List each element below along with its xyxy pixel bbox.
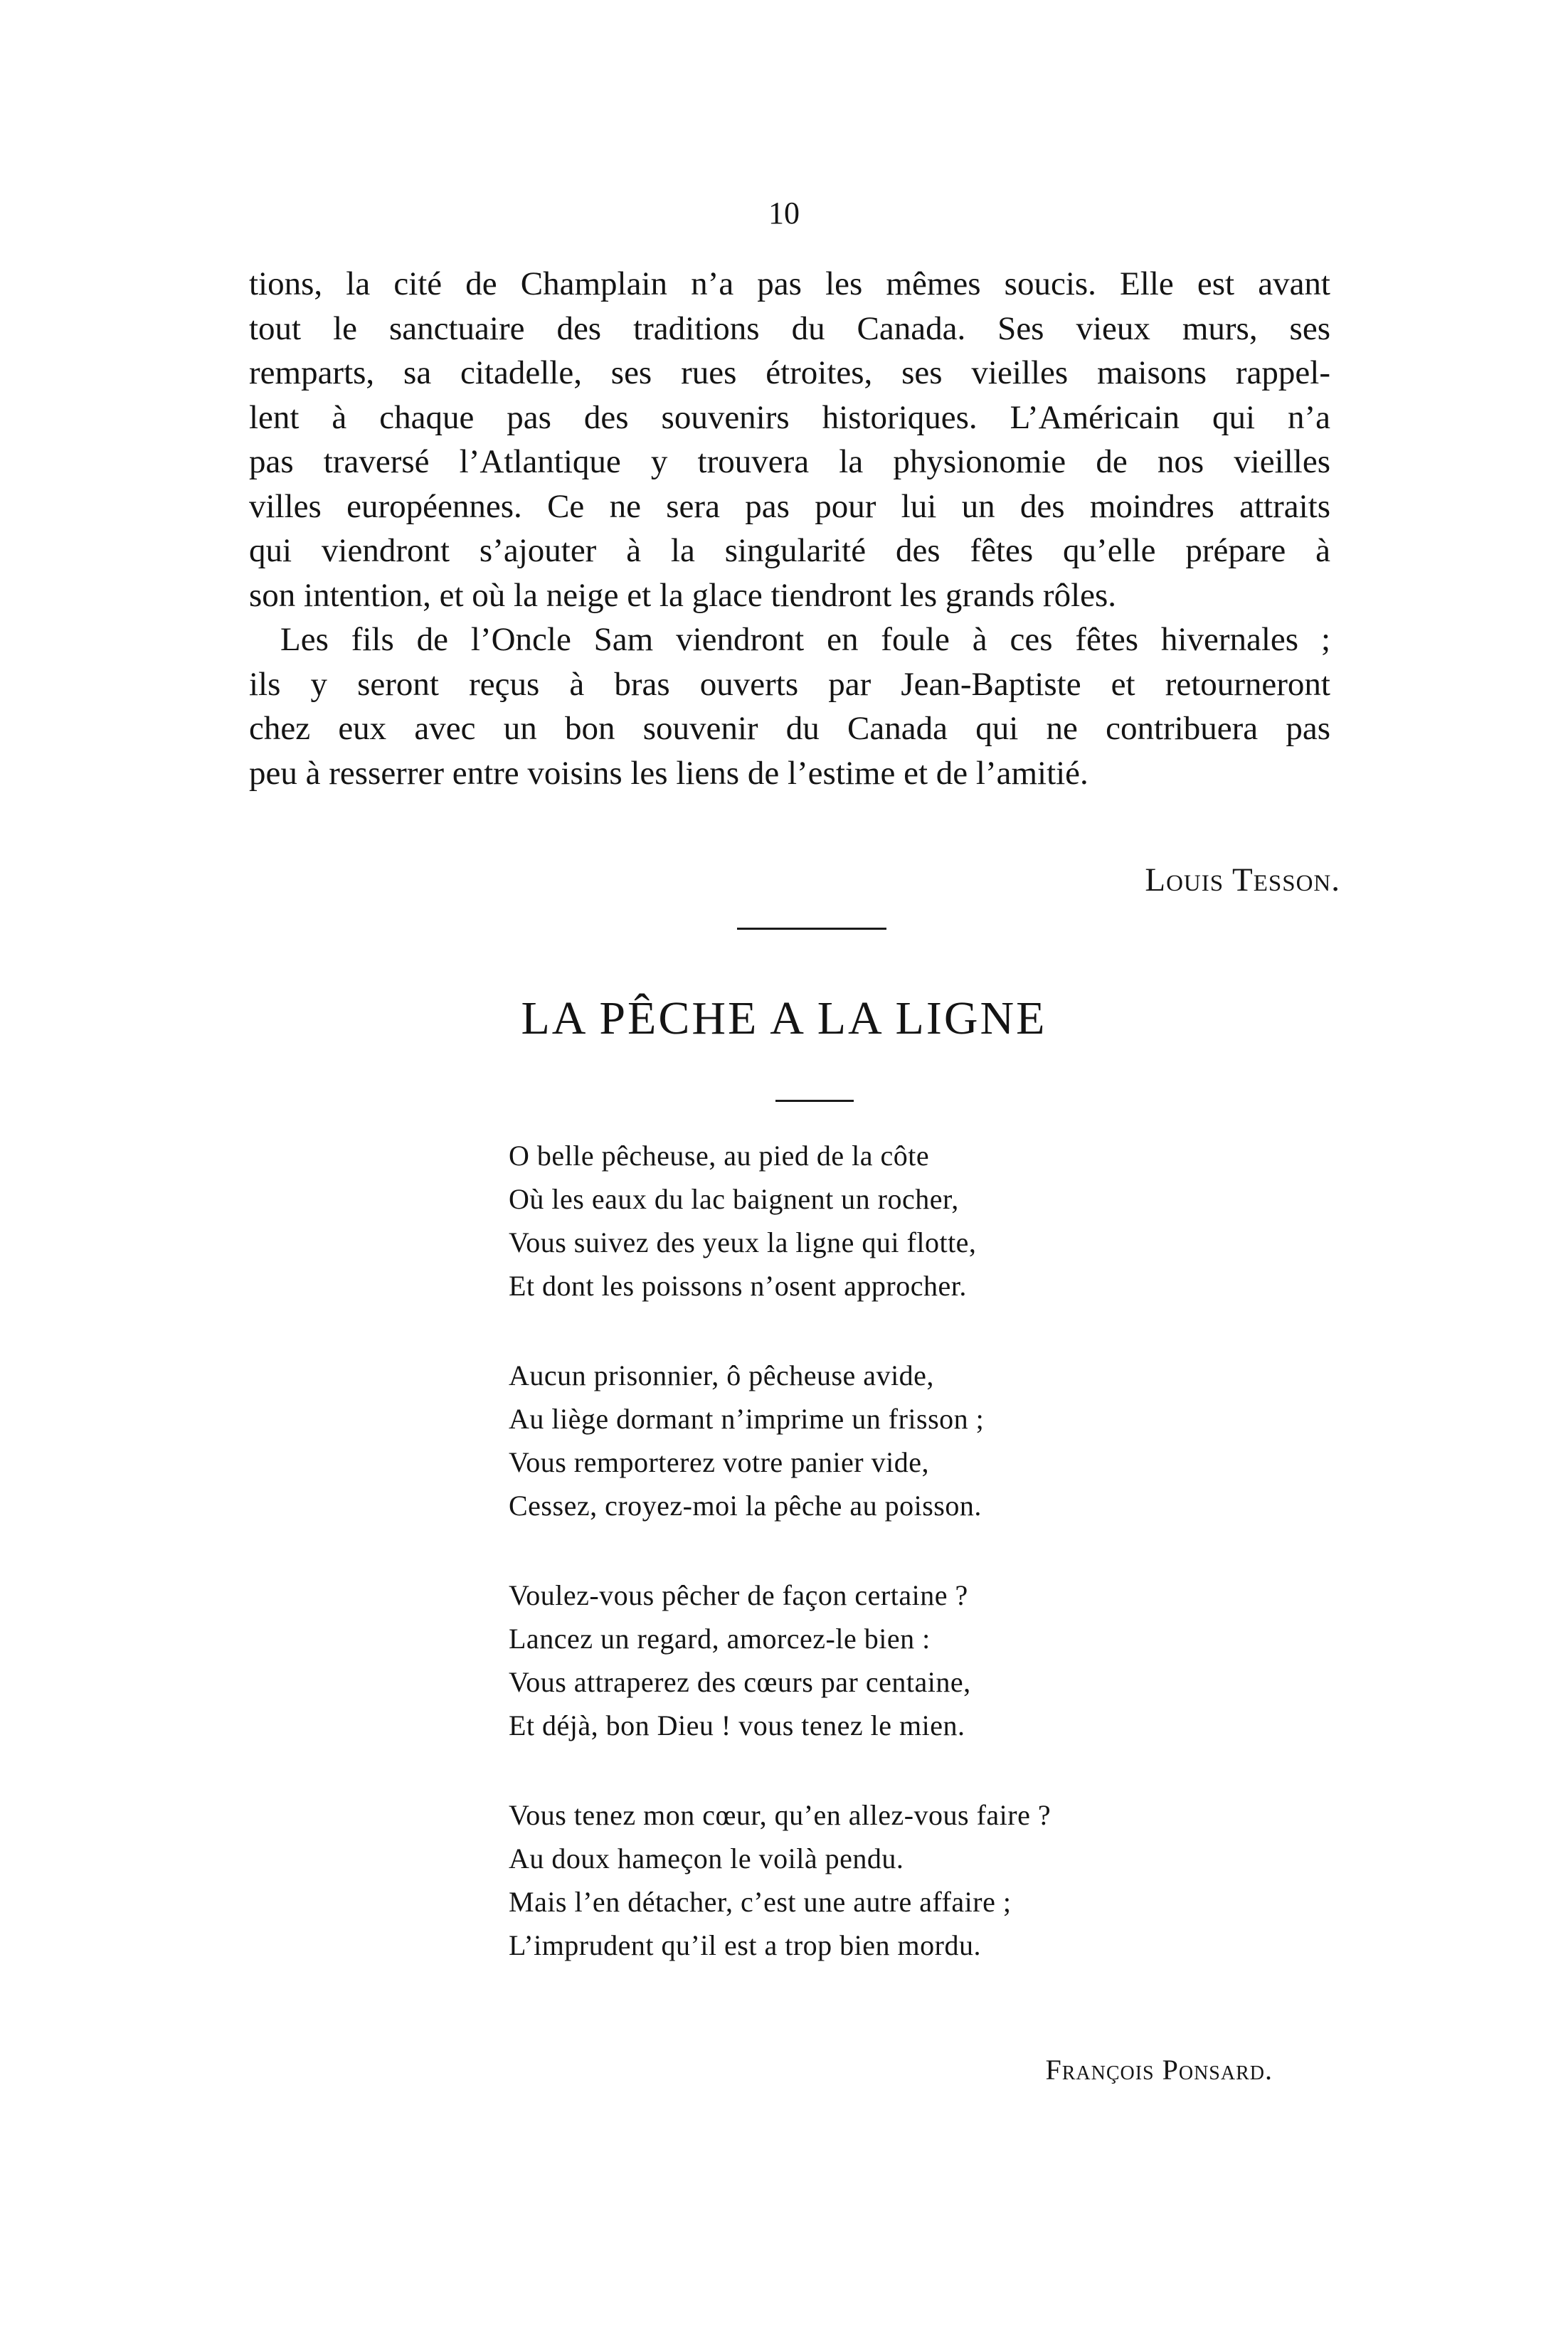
poem-verse: Au liège dormant n’imprime un frisson ; xyxy=(509,1403,985,1435)
article-prose xyxy=(249,262,1330,795)
poem xyxy=(509,1134,1362,2013)
poem-verse: Et déjà, bon Dieu ! vous tenez le mien. xyxy=(509,1709,965,1741)
poem-verse: Vous tenez mon cœur, qu’en allez-vous faire ? xyxy=(509,1799,1051,1831)
poem-verse: Voulez-vous pêcher de façon certaine ? xyxy=(509,1579,968,1611)
page-number: 10 xyxy=(768,196,800,230)
prose-line: Les fils de l’Oncle Sam viendront en foule à ces fêtes hivernales ; xyxy=(280,621,1330,658)
poem-stanza xyxy=(509,1134,1362,1308)
prose-line: son intention, et où la neige et la glace tiendront les grands rôles. xyxy=(249,576,1117,614)
poem-title: LA PÊCHE A LA LIGNE xyxy=(521,992,1047,1044)
prose-line: lent à chaque pas des souvenirs historiques. L’Américain qui n’a xyxy=(249,398,1330,436)
poem-verse: Aucun prisonnier, ô pêcheuse avide, xyxy=(509,1359,934,1391)
prose-line: tout le sanctuaire des traditions du Canada. Ses vieux murs, ses xyxy=(249,309,1330,347)
poem-verse: Au doux hameçon le voilà pendu. xyxy=(509,1842,904,1874)
title-underline xyxy=(775,1100,854,1102)
prose-line: chez eux avec un bon souvenir du Canada qui ne contribuera pas xyxy=(249,710,1330,747)
prose-line: remparts, sa citadelle, ses rues étroites, ses vieilles maisons rappel- xyxy=(249,354,1330,391)
poem-verse: Et dont les poissons n’osent approcher. xyxy=(509,1270,967,1302)
prose-line: tions, la cité de Champlain n’a pas les mêmes soucis. Elle est avant xyxy=(249,265,1330,302)
prose-line: qui viendront s’ajouter à la singularité des fêtes qu’elle prépare à xyxy=(249,532,1330,569)
prose-line: peu à resserrer entre voisins les liens de l’estime et de l’amitié. xyxy=(249,754,1088,792)
prose-line: ils y seront reçus à bras ouverts par Jean-Baptiste et retourneront xyxy=(249,665,1330,703)
poem-verse: Mais l’en détacher, c’est une autre affaire ; xyxy=(509,1886,1012,1918)
poem-verse: Cessez, croyez-moi la pêche au poisson. xyxy=(509,1490,982,1522)
prose-line: pas traversé l’Atlantique y trouvera la physionomie de nos vieilles xyxy=(249,443,1330,480)
section-divider xyxy=(737,928,886,930)
poem-verse: Vous suivez des yeux la ligne qui flotte, xyxy=(509,1226,977,1258)
poem-verse: Vous attraperez des cœurs par centaine, xyxy=(509,1666,971,1698)
poem-verse: O belle pêcheuse, au pied de la côte xyxy=(509,1140,930,1172)
poem-stanza xyxy=(509,1354,1362,1527)
prose-line: villes européennes. Ce ne sera pas pour lui un des moindres attraits xyxy=(249,487,1330,525)
poem-verse: Où les eaux du lac baignent un rocher, xyxy=(509,1183,959,1215)
poem-verse: Lancez un regard, amorcez-le bien : xyxy=(509,1623,931,1655)
poem-verse: Vous remporterez votre panier vide, xyxy=(509,1446,929,1478)
article-author: Louis Tesson. xyxy=(1145,861,1340,898)
poem-stanza xyxy=(509,1793,1362,1967)
poem-author: François Ponsard. xyxy=(1045,2054,1273,2086)
poem-verse: L’imprudent qu’il est a trop bien mordu. xyxy=(509,1929,981,1961)
poem-stanza xyxy=(509,1574,1362,1747)
